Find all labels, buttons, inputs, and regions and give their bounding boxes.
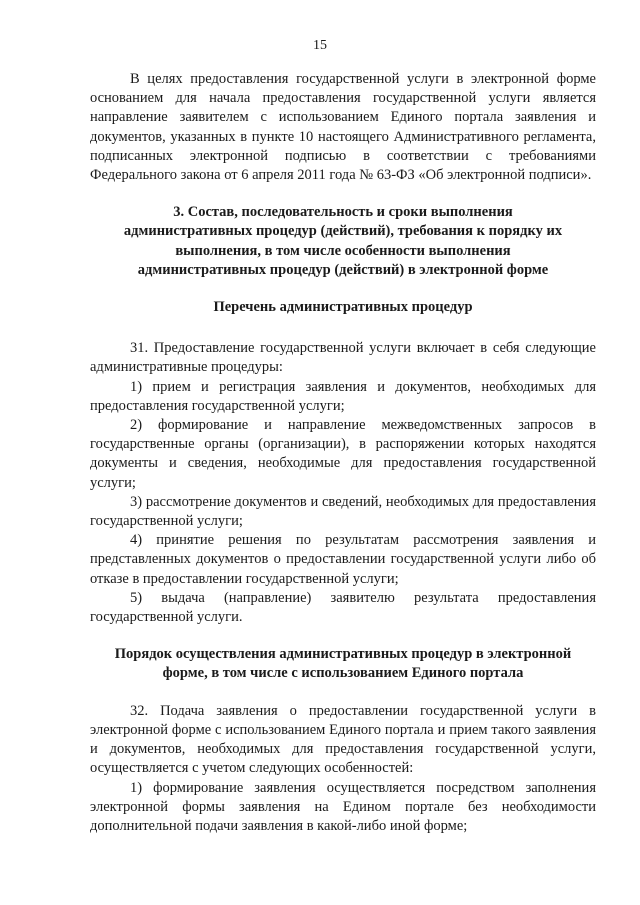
- paragraph-32: 32. Подача заявления о предоставлении государственной услуги в электронной форме с использованием Единого портала и прием такого заявления и документов, необходимых для предоставления государственной услуги, осуществляется с учетом следующих особенностей:: [90, 702, 596, 777]
- paragraph-32-item-1: 1) формирование заявления осуществляется посредством заполнения электронной формы заявления на Едином портале без необходимости дополнительной подачи заявления в какой-либо иной форме;: [90, 779, 596, 834]
- procedures-list-heading: Перечень административных процедур: [213, 299, 473, 316]
- paragraph-31-item-4: 4) принятие решения по результатам рассмотрения заявления и представленных документов о предоставлении государственной услуги либо об отказе в предоставлении государственной услуги;: [90, 532, 596, 587]
- intro-paragraph: В целях предоставления государственной услуги в электронной форме основанием для начала предоставления государственной услуги является направление заявителем с использованием Единого портала заявления и документов, указанных в пункте 10 настоящего Административного регламента, подписанных электронной подписью в соответствии с требованиями Федерального закона от 6 апреля 2011 года № 63-ФЗ «Об электронной подписи».: [90, 71, 596, 184]
- page-number: 15: [313, 38, 327, 53]
- paragraph-31: 31. Предоставление государственной услуги включает в себя следующие административные процедуры:: [90, 340, 596, 376]
- document-body: [90, 70, 596, 836]
- electronic-procedures-heading: Порядок осуществления административных процедур в электронной форме, в том числе с использованием Единого портала: [114, 646, 572, 682]
- section-3-heading: 3. Состав, последовательность и сроки выполнения административных процедур (действий), требования к порядку их выполнения, в том числе особенности выполнения административных процедур (действий) в электронной форме: [123, 204, 563, 278]
- paragraph-31-item-3: 3) рассмотрение документов и сведений, необходимых для предоставления государственной услуги;: [90, 493, 596, 530]
- paragraph-31-item-1: 1) прием и регистрация заявления и документов, необходимых для предоставления государственной услуги;: [90, 378, 596, 414]
- paragraph-31-item-5: 5) выдача (направление) заявителю результата предоставления государственной услуги.: [90, 589, 596, 626]
- paragraph-31-item-2: 2) формирование и направление межведомственных запросов в государственные органы (организации), в распоряжении которых находятся документы и сведения, необходимые для предоставления государственной услуги;: [90, 417, 596, 491]
